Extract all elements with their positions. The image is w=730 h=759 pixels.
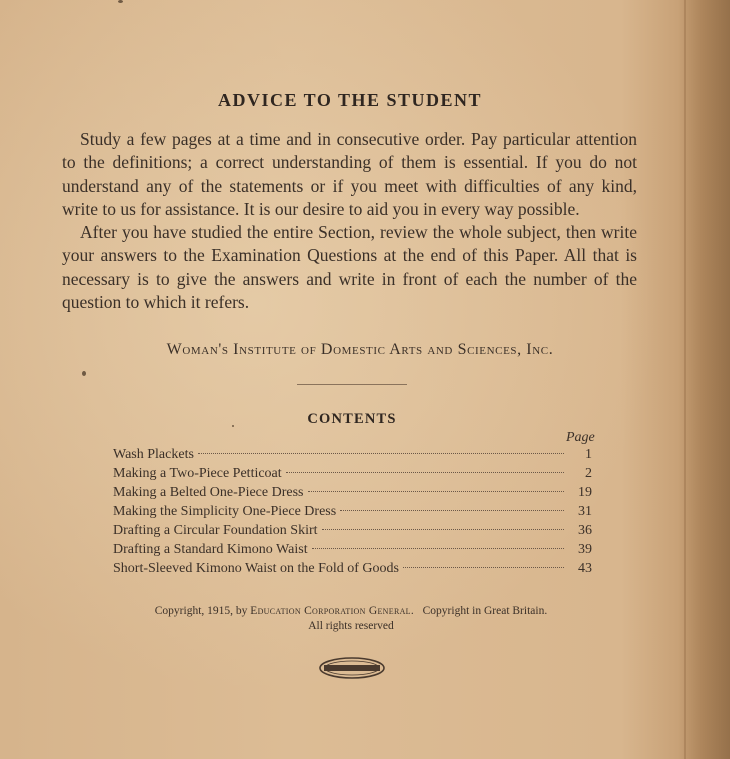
contents-title: CONTENTS [307,411,397,427]
copyright-prefix: Copyright, 1915, by [154,605,248,617]
copyright-line [0,604,702,619]
toc-leader-dots [198,453,564,454]
toc-entry-page: 1 [585,447,592,462]
toc-entry-title: Making the Simplicity One-Piece Dress [113,504,337,519]
toc-entry-page: 2 [585,466,592,481]
rights-reserved: All rights reserved [308,620,394,632]
trademark-seal-icon [318,656,386,680]
toc-entry-title: Making a Belted One-Piece Dress [113,485,304,500]
copyright-notice [0,604,702,634]
paper-speck [232,425,234,427]
toc-entry [113,483,592,502]
toc-leader-dots [322,529,564,530]
toc-entry [113,464,592,483]
copyright-suffix: Copyright in Great Britain. [422,605,548,617]
toc-leader-dots [286,472,564,473]
toc-entry-page: 19 [578,485,592,500]
copyright-publisher: Education Corporation General. [250,605,415,617]
toc-entry-page: 31 [578,504,592,519]
toc-entry-title: Making a Two-Piece Petticoat [113,466,282,481]
toc-entry [113,521,592,540]
advice-body [62,128,637,314]
institute-signature: Woman's Institute of Domestic Arts and Sciences, Inc. [166,341,554,358]
toc-entry-page: 36 [578,523,592,538]
toc-entry-title: Drafting a Standard Kimono Waist [113,542,308,557]
toc-leader-dots [403,567,564,568]
advice-paragraph-1: Study a few pages at a time and in consecutive order. Pay particular attention to the definitions; a correct understanding of them is essential. If you do not understand any of the statements or if you meet with difficulties of any kind, write to us for assistance. It is our desire to aid you in every way possible. [62,129,637,219]
toc-leader-dots [340,510,564,511]
table-of-contents [113,445,592,578]
page-column-label: Page [566,430,595,445]
toc-entry-title: Wash Plackets [113,447,194,462]
page-fold-line [684,0,686,759]
page-heading: ADVICE TO THE STUDENT [217,90,483,110]
toc-entry-page: 39 [578,542,592,557]
paper-speck [118,0,123,3]
toc-entry-page: 43 [578,561,592,576]
toc-entry [113,559,592,578]
section-divider [297,384,407,385]
toc-entry-title: Drafting a Circular Foundation Skirt [113,523,318,538]
toc-entry [113,502,592,521]
toc-leader-dots [312,548,564,549]
toc-entry [113,540,592,559]
toc-entry-title: Short-Sleeved Kimono Waist on the Fold of Goods [113,561,399,576]
toc-leader-dots [308,491,565,492]
paper-speck [82,371,86,376]
advice-paragraph-2: After you have studied the entire Section, review the whole subject, then write your answers to the Examination Questions at the end of this Paper. All that is necessary is to give the answers and write in front of each the number of the question to which it refers. [62,222,637,313]
toc-entry [113,445,592,464]
